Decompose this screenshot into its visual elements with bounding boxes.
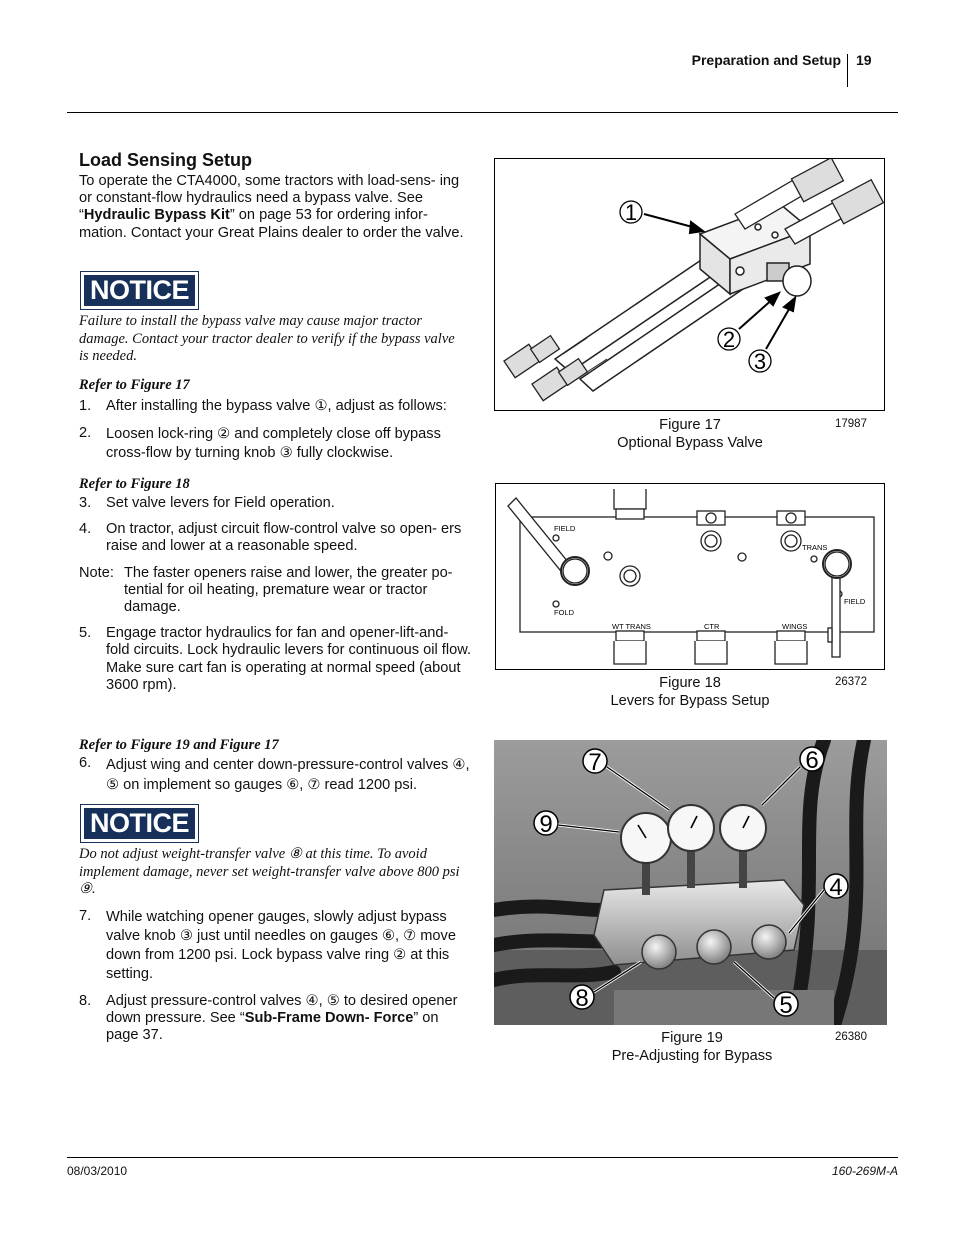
label-field-right: FIELD (844, 597, 866, 606)
section-intro (79, 150, 471, 242)
label-wings: WINGS (782, 622, 808, 631)
label-wt-trans: WT TRANS (612, 622, 651, 631)
step-8: 8. Adjust pressure-control valves ④, ⑤ to desired opener down pressure. See “Sub-Frame Down- Force” on page 37. (79, 993, 458, 1044)
steps-7-8 (79, 908, 471, 1045)
steps-1-2 (79, 398, 471, 463)
figure-17-caption (590, 417, 790, 452)
steps-3-5 (79, 495, 471, 694)
figure-18-subtitle: Levers for Bypass Setup (610, 692, 770, 709)
figure-18-number: 26372 (835, 676, 867, 688)
step-2: 2. Loosen lock-ring ② and completely close off bypass cross-flow by turning knob ③ fully clockwise. (79, 425, 441, 462)
label-ctr: CTR (704, 622, 720, 631)
callout-1: 1 (624, 200, 638, 225)
notice-2 (79, 805, 471, 842)
top-rule (67, 112, 898, 113)
notice-1 (79, 272, 471, 309)
figure-19-number: 26380 (835, 1031, 867, 1043)
header-section-title: Preparation and Setup (691, 52, 841, 68)
callout-6: 6 (805, 747, 819, 774)
callout-9: 9 (539, 811, 553, 838)
step-4: 4. On tractor, adjust circuit flow-control valve so open- ers raise and lower at a reasonable speed. (79, 521, 462, 555)
callout-4: 4 (829, 874, 843, 901)
notice-2-text: Do not adjust weight-transfer valve ⑧ at this time. To avoid implement damage, never set weight-transfer valve above 800 psi ⑨. (79, 846, 460, 897)
header-divider (847, 54, 848, 87)
step-3: 3. Set valve levers for Field operation. (79, 495, 335, 511)
label-fold: FOLD (554, 608, 575, 617)
figure-18-image (495, 483, 885, 670)
callout-7: 7 (588, 749, 602, 776)
refer-figure-18: Refer to Figure 18 (79, 476, 190, 492)
step-5: 5. Engage tractor hydraulics for fan and opener-lift-and- fold circuits. Lock hydraulic levers for continuous oil flow. Make sure cart fan is operating at normal speed (about 3600 rpm). (79, 625, 472, 693)
refer-figure-19-17: Refer to Figure 19 and Figure 17 (79, 737, 279, 753)
header-page-number: 19 (856, 52, 872, 68)
figure-18-caption (590, 675, 790, 710)
note: Note: The faster openers raise and lower, the greater po- tential for oil heating, premature wear or tractor damage. (79, 564, 453, 616)
callout-3: 3 (753, 349, 767, 374)
link-sub-frame-down-force: Sub-Frame Down- Force (244, 1010, 414, 1027)
notice-badge: NOTICE (81, 272, 198, 309)
footer-doc-number: 160-269M-A (831, 1164, 898, 1178)
figure-19-photo (494, 740, 887, 1025)
step-7: 7. While watching opener gauges, slowly adjust bypass valve knob ③ just until needles on gauges ⑥, ⑦ move down from 1200 psi. Lock bypass valve ring ② at this setting. (79, 908, 456, 982)
notice-badge: NOTICE (81, 805, 198, 842)
figure-17-title: Figure 17 (659, 417, 721, 433)
valve-levers-illustration (496, 484, 885, 670)
figure-19-title: Figure 19 (661, 1030, 723, 1046)
intro-link-hydraulic-bypass-kit: Hydraulic Bypass Kit (83, 207, 230, 224)
label-trans: TRANS (802, 543, 828, 552)
section-title: Load Sensing Setup (79, 150, 253, 170)
label-field-left: FIELD (554, 524, 576, 533)
callout-8: 8 (575, 985, 589, 1012)
bypass-valve-illustration (495, 159, 885, 411)
figure-18-title: Figure 18 (659, 675, 721, 691)
intro-paragraph: To operate the CTA4000, some tractors with load-sens- ing or constant-flow hydraulics need a bypass valve. See “Hydraulic Bypass Kit” on page 53 for ordering infor- mation. Contact your Great Plains dealer to order the valve. (79, 173, 464, 241)
gauge-manifold-photo (494, 740, 887, 1025)
step-1: 1. After installing the bypass valve ①, adjust as follows: (79, 398, 447, 414)
figure-19-caption (590, 1030, 794, 1065)
notice-1-text: Failure to install the bypass valve may cause major tractor damage. Contact your tractor dealer to verify if the bypass valve is needed. (79, 313, 455, 364)
refer-figure-17: Refer to Figure 17 (79, 377, 190, 393)
callout-5: 5 (779, 992, 793, 1019)
step-6: 6. Adjust wing and center down-pressure-control valves ④, ⑤ on implement so gauges ⑥, ⑦ read 1200 psi. (79, 755, 470, 793)
figure-17-number: 17987 (835, 418, 867, 430)
footer-date: 08/03/2010 (67, 1164, 128, 1178)
bottom-rule (67, 1157, 898, 1158)
figure-19-subtitle: Pre-Adjusting for Bypass (611, 1047, 773, 1064)
figure-17-subtitle: Optional Bypass Valve (617, 434, 763, 451)
callout-2: 2 (722, 327, 736, 352)
figure-17-image (494, 158, 885, 411)
